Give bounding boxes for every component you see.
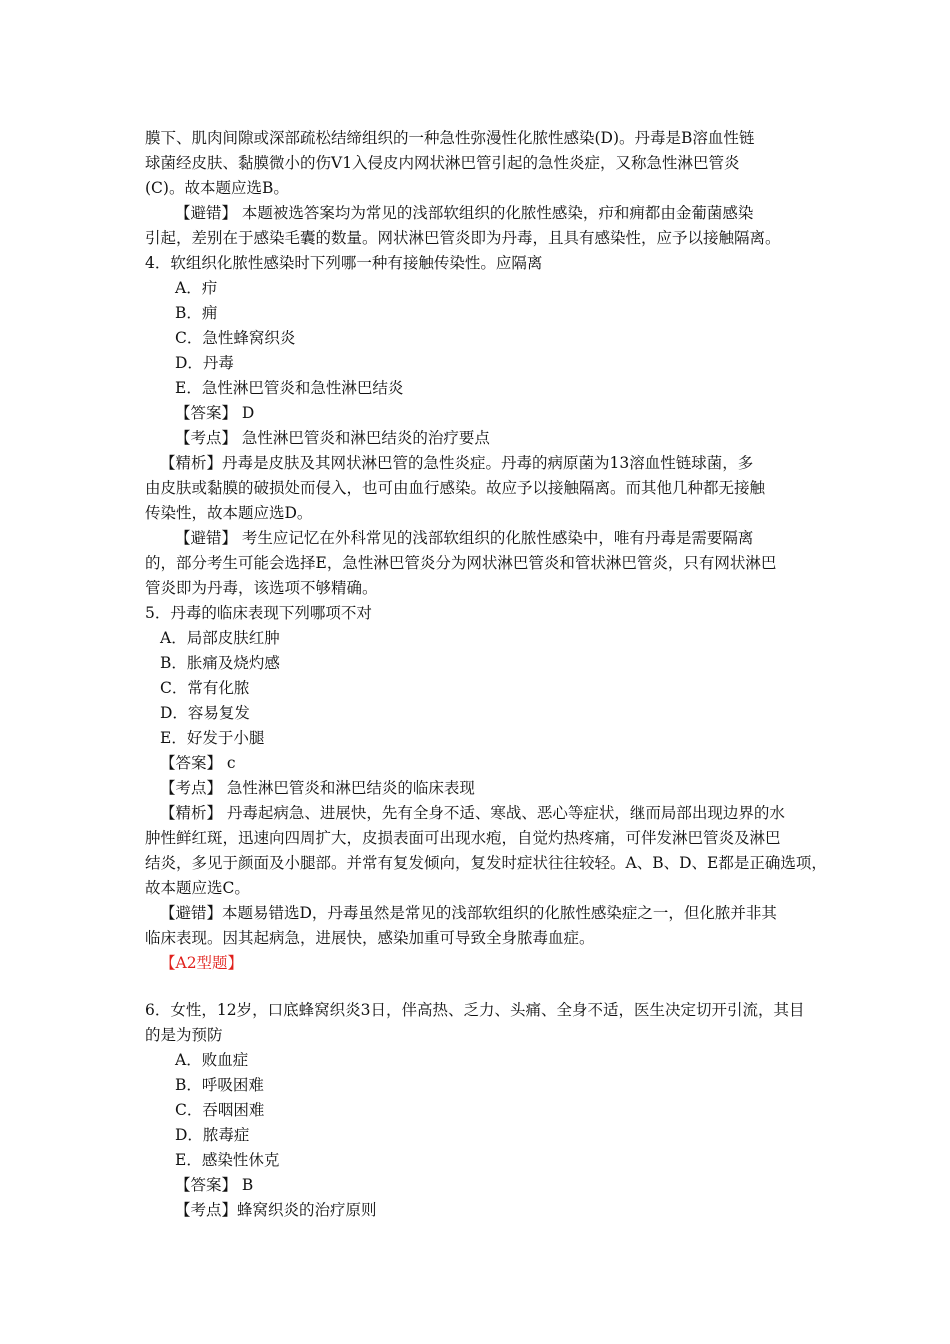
option-b: B．痈	[175, 304, 218, 322]
answer: 【答案】 B	[175, 1176, 254, 1194]
paragraph-line: 肿性鲜红斑，迅速向四周扩大，皮损表面可出现水疱，自觉灼热疼痛，可伴发淋巴管炎及淋巴	[145, 829, 781, 847]
question-6: 6．女性，12岁，口底蜂窝织炎3日，伴高热、乏力、头痛、全身不适，医生决定切开引流，其目	[145, 1001, 805, 1019]
paragraph-line: 传染性，故本题应选D。	[145, 504, 313, 522]
section-heading-a2: 【A2型题】	[160, 954, 244, 972]
paragraph-line: (C)。故本题应选B。	[145, 179, 289, 197]
paragraph-line: 的，部分考生可能会选择E，急性淋巴管炎分为网状淋巴管炎和管状淋巴管炎，只有网状淋巴	[145, 554, 777, 572]
exam-point: 【考点】 急性淋巴管炎和淋巴结炎的临床表现	[160, 779, 475, 797]
question-5: 5．丹毒的临床表现下列哪项不对	[145, 604, 372, 622]
option-a: A．疖	[175, 279, 218, 297]
avoid-error-note: 【避错】 考生应记忆在外科常见的浅部软组织的化脓性感染中，唯有丹毒是需要隔离	[175, 529, 754, 547]
paragraph-line: 的是为预防	[145, 1026, 223, 1044]
option-e: E．感染性休克	[175, 1151, 280, 1169]
analysis: 【精析】丹毒是皮肤及其网状淋巴管的急性炎症。丹毒的病原菌为13溶血性链球菌，多	[160, 454, 754, 472]
paragraph-line: 故本题应选C。	[145, 879, 250, 897]
option-e: E．好发于小腿	[160, 729, 265, 747]
answer: 【答案】 D	[175, 404, 255, 422]
question-4: 4．软组织化脓性感染时下列哪一种有接触传染性。应隔离	[145, 254, 543, 272]
option-c: C．急性蜂窝织炎	[175, 329, 296, 347]
paragraph-line: 管炎即为丹毒，该选项不够精确。	[145, 579, 378, 597]
option-e: E．急性淋巴管炎和急性淋巴结炎	[175, 379, 404, 397]
analysis: 【精析】 丹毒起病急、进展快，先有全身不适、寒战、恶心等症状，继而局部出现边界的水	[160, 804, 785, 822]
option-c: C．吞咽困难	[175, 1101, 265, 1119]
option-d: D．容易复发	[160, 704, 250, 722]
option-a: A．局部皮肤红肿	[160, 629, 280, 647]
option-d: D．脓毒症	[175, 1126, 250, 1144]
option-b: B．胀痛及烧灼感	[160, 654, 280, 672]
option-d: D．丹毒	[175, 354, 234, 372]
avoid-error-note: 【避错】 本题被选答案均为常见的浅部软组织的化脓性感染，疖和痈都由金葡菌感染	[175, 204, 754, 222]
exam-point: 【考点】 急性淋巴管炎和淋巴结炎的治疗要点	[175, 429, 490, 447]
avoid-error-note: 【避错】本题易错选D，丹毒虽然是常见的浅部软组织的化脓性感染症之一，但化脓并非其	[160, 904, 777, 922]
paragraph-line: 引起，差别在于感染毛囊的数量。网状淋巴管炎即为丹毒，且具有感染性，应予以接触隔离。	[145, 229, 781, 247]
answer: 【答案】 c	[160, 754, 236, 772]
paragraph-line: 膜下、肌肉间隙或深部疏松结缔组织的一种急性弥漫性化脓性感染(D)。丹毒是B溶血性链	[145, 129, 755, 147]
paragraph-line: 临床表现。因其起病急，进展快，感染加重可导致全身脓毒血症。	[145, 929, 595, 947]
option-b: B．呼吸困难	[175, 1076, 264, 1094]
option-a: A．败血症	[175, 1051, 249, 1069]
paragraph-line: 球菌经皮肤、黏膜微小的伤V1入侵皮内网状淋巴管引起的急性炎症，又称急性淋巴管炎	[145, 154, 740, 172]
paragraph-line: 结炎，多见于颜面及小腿部。并常有复发倾向，复发时症状往往较轻。A、B、D、E都是正确选项，	[145, 854, 827, 872]
option-c: C．常有化脓	[160, 679, 250, 697]
exam-point: 【考点】蜂窝织炎的治疗原则	[175, 1201, 377, 1219]
paragraph-line: 由皮肤或黏膜的破损处而侵入，也可由血行感染。故应予以接触隔离。而其他几种都无接触	[145, 479, 766, 497]
